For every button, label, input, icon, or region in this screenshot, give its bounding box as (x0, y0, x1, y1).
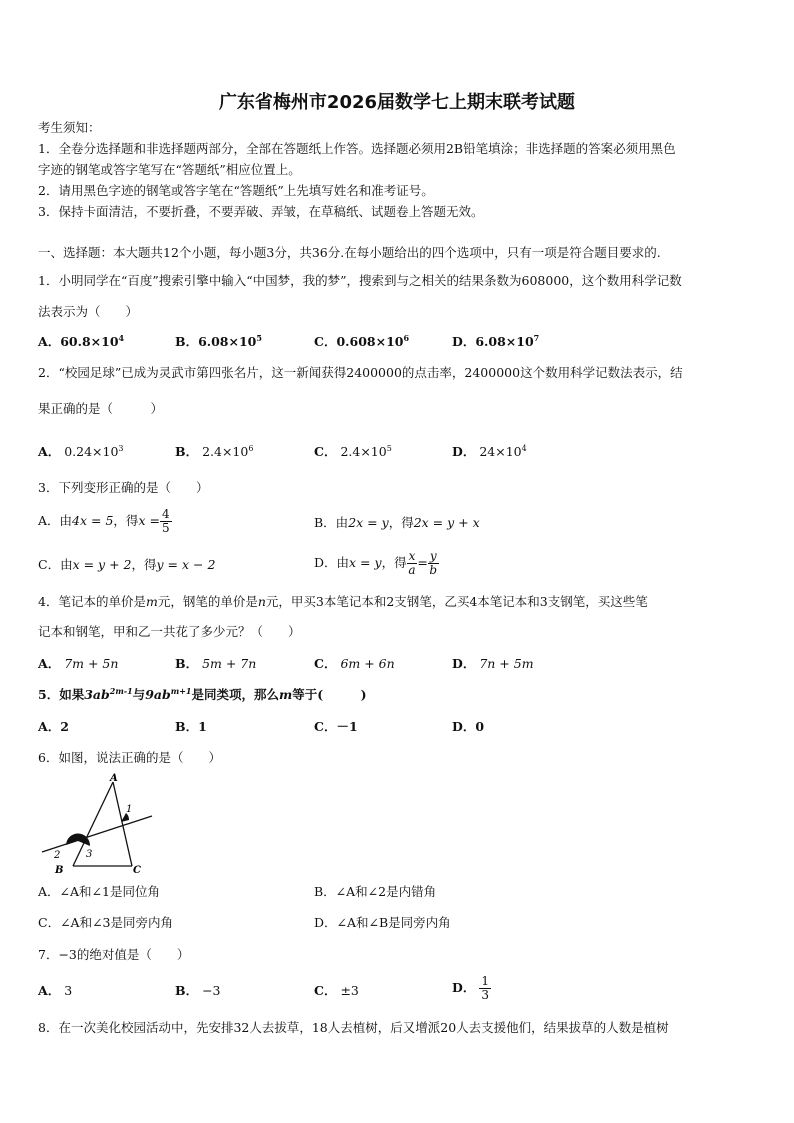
q3-option-a: A．由4x = 5，得x = $\frac{4}{5}$ (38, 507, 170, 535)
q5-option-c: C．－1 (314, 719, 358, 734)
label-3: 3 (86, 849, 93, 860)
q3-option-c: C．由x = y + 2，得y = x − 2 (38, 557, 216, 572)
transversal-line (42, 816, 152, 852)
q2-option-d: D． $24\times 10^4$ (452, 443, 527, 459)
q7-option-d: D． $\frac{1}{3}$ (452, 974, 489, 1002)
q4-option-a: A． 7m + 5n (38, 656, 119, 671)
q4-stem: 4．笔记本的单价是m元，钢笔的单价是n元，甲买3本笔记本和2支钢笔，乙买4本笔记本和3支钢笔，买这些笔 (38, 594, 648, 609)
q2-option-b: B． $2.4\times 10^6$ (175, 443, 254, 459)
q1-option-a: A．$60.8\times 10^4$ (38, 332, 125, 349)
q7-option-a: A． 3 (38, 983, 73, 998)
notice-heading: 考生须知： (38, 120, 101, 135)
q8-stem: 8．在一次美化校园活动中，先安排32人去拔草，18人去植树，后又增派20人去支援他们，结果拔草的人数是植树 (38, 1020, 669, 1035)
vertex-a-label: A (110, 773, 118, 784)
q7-option-c: C． ±3 (314, 983, 359, 998)
vertex-c-label: C (133, 865, 141, 876)
q4-option-d: D． 7n + 5m (452, 656, 534, 671)
q4-option-b: B． 5m + 7n (175, 656, 257, 671)
notice-item-1-cont: 字迹的钢笔或答字笔写在“答题纸”相应位置上。 (38, 162, 301, 177)
q1-stem: 1．小明同学在“百度”搜索引擎中输入“中国梦，我的梦”，搜索到与之相关的结果条数为608000，这个数用科学记数 (38, 273, 682, 288)
q6-option-c: C．∠A和∠3是同旁内角 (38, 915, 173, 930)
notice-item-1: 1．全卷分选择题和非选择题两部分，全部在答题纸上作答。选择题必须用2B铅笔填涂；非选择题的答案必须用黑色 (38, 141, 676, 156)
q3-option-d: D．由x = y，得 $\frac{x}{a}$ = $\frac{y}{b}$ (314, 549, 438, 577)
q3-option-b: B．由2x = y，得2x = y + x (314, 515, 480, 530)
label-1: 1 (126, 804, 133, 815)
q4-option-c: C． 6m + 6n (314, 656, 395, 671)
q5-option-d: D．0 (452, 719, 485, 734)
vertex-b-label: B (55, 865, 64, 876)
q7-option-b: B． −3 (175, 983, 221, 998)
q6-option-d: D．∠A和∠B是同旁内角 (314, 915, 451, 930)
triangle-diagram (40, 772, 160, 876)
section-heading: 一、选择题：本大题共12个小题，每小题3分，共36分.在每小题给出的四个选项中，只有一项是符合题目要求的. (38, 245, 661, 260)
q2-stem-cont: 果正确的是（ ） (38, 401, 164, 416)
q6-option-b: B．∠A和∠2是内错角 (314, 884, 437, 899)
notice-item-3: 3．保持卡面清洁，不要折叠，不要弄破、弄皱，在草稿纸、试题卷上答题无效。 (38, 204, 484, 219)
q6-option-a: A．∠A和∠1是同位角 (38, 884, 160, 899)
label-2: 2 (54, 850, 61, 861)
page-title: 广东省梅州市2026届数学七上期末联考试题 (218, 92, 576, 113)
q1-option-b: B．$6.08\times 10^5$ (175, 332, 262, 349)
q1-option-d: D．$6.08\times 10^7$ (452, 332, 540, 349)
q2-option-a: A． $0.24\times 10^3$ (38, 443, 124, 459)
angle-3-mark (66, 833, 90, 846)
q5-option-a: A．2 (38, 719, 69, 734)
q3-stem: 3．下列变形正确的是（ ） (38, 480, 209, 495)
q2-option-c: C． $2.4\times 10^5$ (314, 443, 392, 459)
q1-option-c: C．$0.608\times 10^6$ (314, 332, 410, 349)
triangle-figure (40, 772, 160, 876)
q5-option-b: B．1 (175, 719, 207, 734)
side-ab (73, 782, 113, 866)
q1-stem-cont: 法表示为（ ） (38, 304, 139, 319)
q7-stem: 7．−3的绝对值是（ ） (38, 947, 190, 962)
q4-stem-cont: 记本和钢笔，甲和乙一共花了多少元？（ ） (38, 624, 301, 639)
q6-stem: 6．如图，说法正确的是（ ） (38, 750, 221, 765)
q5-stem: 5．如果$3ab^{2m-1}$与$9ab^{m+1}$是同类项，那么m等于( ) (38, 685, 367, 702)
q2-stem: 2．“校园足球”已成为灵武市第四张名片，这一新闻获得2400000的点击率，2400000这个数用科学记数法表示，结 (38, 365, 683, 380)
notice-item-2: 2．请用黑色字迹的钢笔或答字笔在“答题纸”上先填写姓名和准考证号。 (38, 183, 434, 198)
